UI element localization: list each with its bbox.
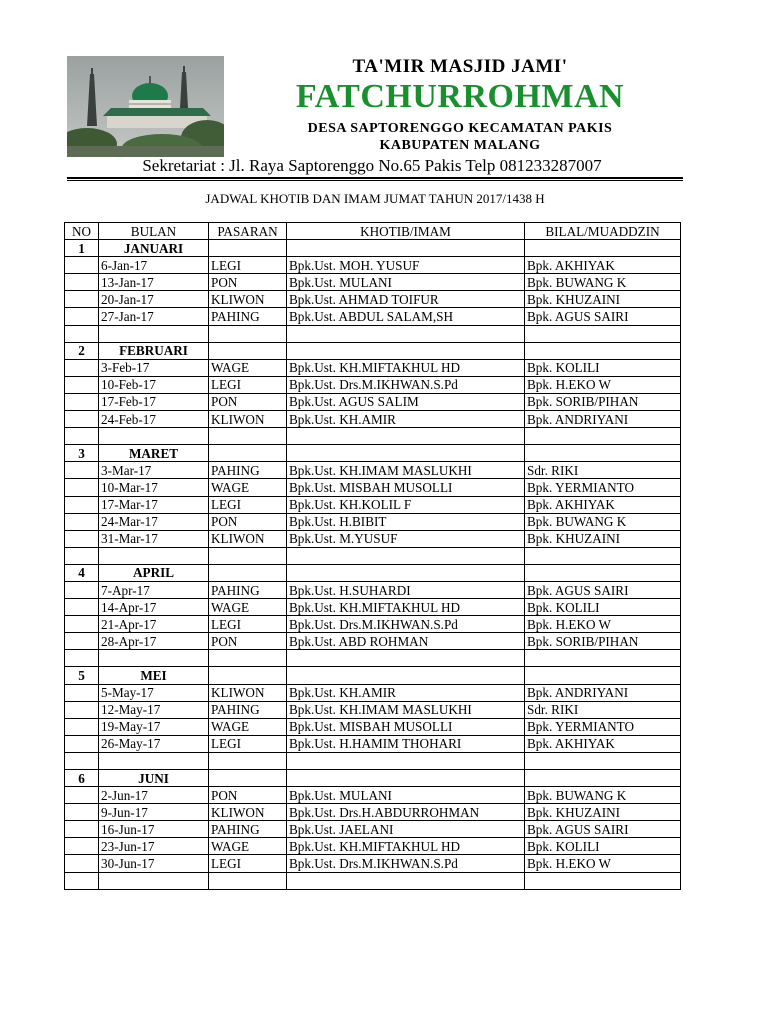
date-cell: 12-May-17 (99, 701, 209, 718)
spacer-row (65, 547, 681, 564)
bilal-cell: Sdr. RIKI (525, 701, 681, 718)
empty-cell (209, 667, 287, 684)
col-header-khotib: KHOTIB/IMAM (287, 223, 525, 240)
empty-cell (65, 718, 99, 735)
khotib-cell: Bpk.Ust. KH.MIFTAKHUL HD (287, 838, 525, 855)
date-cell: 23-Jun-17 (99, 838, 209, 855)
empty-cell (209, 428, 287, 445)
table-row (65, 513, 681, 530)
date-cell: 27-Jan-17 (99, 308, 209, 325)
bilal-cell: Bpk. KHUZAINI (525, 530, 681, 547)
date-cell: 6-Jan-17 (99, 257, 209, 274)
bilal-cell: Bpk. H.EKO W (525, 376, 681, 393)
header-rule (67, 177, 683, 179)
empty-cell (65, 393, 99, 410)
col-header-pasaran: PASARAN (209, 223, 287, 240)
khotib-cell: Bpk.Ust. H.SUHARDI (287, 581, 525, 598)
month-row (65, 770, 681, 787)
empty-cell (65, 684, 99, 701)
pasaran-cell: KLIWON (209, 291, 287, 308)
table-row (65, 308, 681, 325)
date-cell: 3-Feb-17 (99, 359, 209, 376)
empty-cell (65, 855, 99, 872)
table-row (65, 599, 681, 616)
khotib-cell: Bpk.Ust. M.YUSUF (287, 530, 525, 547)
pasaran-cell: KLIWON (209, 684, 287, 701)
pasaran-cell: LEGI (209, 257, 287, 274)
empty-cell (209, 445, 287, 462)
spacer-row (65, 428, 681, 445)
pasaran-cell: LEGI (209, 735, 287, 752)
empty-cell (99, 428, 209, 445)
pasaran-cell: PON (209, 274, 287, 291)
table-row (65, 821, 681, 838)
empty-cell (287, 547, 525, 564)
table-row (65, 411, 681, 428)
col-header-bulan: BULAN (99, 223, 209, 240)
month-row (65, 445, 681, 462)
date-cell: 14-Apr-17 (99, 599, 209, 616)
khotib-cell: Bpk.Ust. KH.MIFTAKHUL HD (287, 359, 525, 376)
date-cell: 21-Apr-17 (99, 616, 209, 633)
pasaran-cell: PON (209, 633, 287, 650)
empty-cell (99, 650, 209, 667)
empty-cell (65, 633, 99, 650)
table-row (65, 718, 681, 735)
table-row (65, 376, 681, 393)
pasaran-cell: PAHING (209, 462, 287, 479)
pasaran-cell: LEGI (209, 855, 287, 872)
empty-cell (65, 701, 99, 718)
empty-cell (65, 804, 99, 821)
month-number: 1 (65, 240, 99, 257)
bilal-cell: Bpk. AKHIYAK (525, 257, 681, 274)
pasaran-cell: PAHING (209, 581, 287, 598)
empty-cell (525, 752, 681, 769)
date-cell: 9-Jun-17 (99, 804, 209, 821)
empty-cell (525, 428, 681, 445)
empty-cell (525, 872, 681, 889)
empty-cell (99, 752, 209, 769)
pasaran-cell: WAGE (209, 359, 287, 376)
empty-cell (65, 462, 99, 479)
empty-cell (287, 872, 525, 889)
bilal-cell: Bpk. KOLILI (525, 359, 681, 376)
empty-cell (209, 872, 287, 889)
table-row (65, 274, 681, 291)
month-name: MARET (99, 445, 209, 462)
pasaran-cell: LEGI (209, 616, 287, 633)
khotib-cell: Bpk.Ust. MULANI (287, 787, 525, 804)
empty-cell (65, 581, 99, 598)
bilal-cell: Bpk. BUWANG K (525, 787, 681, 804)
date-cell: 19-May-17 (99, 718, 209, 735)
table-row (65, 462, 681, 479)
table-row (65, 855, 681, 872)
empty-cell (65, 599, 99, 616)
empty-cell (209, 564, 287, 581)
pasaran-cell: KLIWON (209, 804, 287, 821)
khotib-cell: Bpk.Ust. KH.AMIR (287, 684, 525, 701)
address-line-2: KABUPATEN MALANG (379, 138, 541, 153)
empty-cell (65, 359, 99, 376)
header-rule-thin (67, 180, 683, 181)
bilal-cell: Bpk. ANDRIYANI (525, 684, 681, 701)
date-cell: 17-Mar-17 (99, 496, 209, 513)
month-number: 4 (65, 564, 99, 581)
empty-cell (525, 445, 681, 462)
bilal-cell: Sdr. RIKI (525, 462, 681, 479)
khotib-cell: Bpk.Ust. MULANI (287, 274, 525, 291)
empty-cell (209, 770, 287, 787)
spacer-row (65, 872, 681, 889)
secretariat-line: Sekretariat : Jl. Raya Saptorenggo No.65 Pakis Telp 081233287007 (142, 156, 602, 175)
empty-cell (287, 770, 525, 787)
month-name: APRIL (99, 564, 209, 581)
bilal-cell: Bpk. H.EKO W (525, 855, 681, 872)
empty-cell (287, 752, 525, 769)
bilal-cell: Bpk. AGUS SAIRI (525, 821, 681, 838)
pasaran-cell: WAGE (209, 838, 287, 855)
table-row (65, 291, 681, 308)
empty-cell (99, 872, 209, 889)
month-number: 6 (65, 770, 99, 787)
empty-cell (525, 547, 681, 564)
pasaran-cell: WAGE (209, 718, 287, 735)
empty-cell (65, 291, 99, 308)
pasaran-cell: LEGI (209, 496, 287, 513)
date-cell: 24-Mar-17 (99, 513, 209, 530)
date-cell: 2-Jun-17 (99, 787, 209, 804)
table-row (65, 804, 681, 821)
date-cell: 17-Feb-17 (99, 393, 209, 410)
khotib-cell: Bpk.Ust. Drs.M.IKHWAN.S.Pd (287, 616, 525, 633)
empty-cell (209, 342, 287, 359)
pasaran-cell: PAHING (209, 308, 287, 325)
empty-cell (65, 308, 99, 325)
bilal-cell: Bpk. BUWANG K (525, 274, 681, 291)
bilal-cell: Bpk. AGUS SAIRI (525, 308, 681, 325)
khotib-cell: Bpk.Ust. MISBAH MUSOLLI (287, 479, 525, 496)
pasaran-cell: KLIWON (209, 411, 287, 428)
date-cell: 26-May-17 (99, 735, 209, 752)
table-row (65, 359, 681, 376)
empty-cell (287, 650, 525, 667)
khotib-cell: Bpk.Ust. KH.AMIR (287, 411, 525, 428)
khotib-cell: Bpk.Ust. Drs.M.IKHWAN.S.Pd (287, 376, 525, 393)
empty-cell (65, 752, 99, 769)
empty-cell (287, 667, 525, 684)
empty-cell (525, 564, 681, 581)
month-name: MEI (99, 667, 209, 684)
empty-cell (65, 428, 99, 445)
khotib-cell: Bpk.Ust. MISBAH MUSOLLI (287, 718, 525, 735)
month-row (65, 342, 681, 359)
empty-cell (287, 325, 525, 342)
table-row (65, 684, 681, 701)
date-cell: 10-Feb-17 (99, 376, 209, 393)
table-row (65, 735, 681, 752)
date-cell: 7-Apr-17 (99, 581, 209, 598)
bilal-cell: Bpk. SORIB/PIHAN (525, 633, 681, 650)
empty-cell (65, 616, 99, 633)
empty-cell (287, 342, 525, 359)
empty-cell (209, 547, 287, 564)
empty-cell (209, 752, 287, 769)
pasaran-cell: PAHING (209, 701, 287, 718)
pasaran-cell: PON (209, 513, 287, 530)
table-row (65, 530, 681, 547)
bilal-cell: Bpk. SORIB/PIHAN (525, 393, 681, 410)
pasaran-cell: LEGI (209, 376, 287, 393)
mosque-name: FATCHURROHMAN (295, 78, 625, 115)
khotib-cell: Bpk.Ust. H.BIBIT (287, 513, 525, 530)
pasaran-cell: PON (209, 393, 287, 410)
empty-cell (65, 496, 99, 513)
bilal-cell: Bpk. AGUS SAIRI (525, 581, 681, 598)
table-row (65, 787, 681, 804)
pasaran-cell: WAGE (209, 479, 287, 496)
khotib-cell: Bpk.Ust. Drs.M.IKHWAN.S.Pd (287, 855, 525, 872)
pasaran-cell: WAGE (209, 599, 287, 616)
empty-cell (209, 650, 287, 667)
month-row (65, 564, 681, 581)
empty-cell (65, 513, 99, 530)
month-name: FEBRUARI (99, 342, 209, 359)
address-line-1: DESA SAPTORENGGO KECAMATAN PAKIS (307, 121, 613, 136)
khotib-cell: Bpk.Ust. ABDUL SALAM,SH (287, 308, 525, 325)
month-number: 2 (65, 342, 99, 359)
date-cell: 31-Mar-17 (99, 530, 209, 547)
khotib-cell: Bpk.Ust. H.HAMIM THOHARI (287, 735, 525, 752)
empty-cell (287, 428, 525, 445)
col-header-no: NO (65, 223, 99, 240)
pasaran-cell: PAHING (209, 821, 287, 838)
bilal-cell: Bpk. YERMIANTO (525, 479, 681, 496)
khotib-cell: Bpk.Ust. ABD ROHMAN (287, 633, 525, 650)
empty-cell (65, 325, 99, 342)
bilal-cell: Bpk. KHUZAINI (525, 804, 681, 821)
empty-cell (99, 325, 209, 342)
month-number: 5 (65, 667, 99, 684)
empty-cell (525, 240, 681, 257)
month-row (65, 240, 681, 257)
empty-cell (65, 274, 99, 291)
khotib-cell: Bpk.Ust. KH.IMAM MASLUKHI (287, 462, 525, 479)
empty-cell (525, 650, 681, 667)
table-header-row (65, 223, 681, 240)
empty-cell (209, 325, 287, 342)
table-row (65, 496, 681, 513)
empty-cell (525, 770, 681, 787)
bilal-cell: Bpk. H.EKO W (525, 616, 681, 633)
khotib-cell: Bpk.Ust. AGUS SALIM (287, 393, 525, 410)
bilal-cell: Bpk. BUWANG K (525, 513, 681, 530)
table-row (65, 838, 681, 855)
mosque-photo (67, 56, 224, 157)
table-row (65, 633, 681, 650)
table-row (65, 701, 681, 718)
date-cell: 24-Feb-17 (99, 411, 209, 428)
empty-cell (65, 530, 99, 547)
empty-cell (209, 240, 287, 257)
month-row (65, 667, 681, 684)
date-cell: 3-Mar-17 (99, 462, 209, 479)
col-header-bilal: BILAL/MUADDZIN (525, 223, 681, 240)
date-cell: 5-May-17 (99, 684, 209, 701)
khotib-cell: Bpk.Ust. MOH. YUSUF (287, 257, 525, 274)
khotib-cell: Bpk.Ust. KH.IMAM MASLUKHI (287, 701, 525, 718)
empty-cell (525, 667, 681, 684)
bilal-cell: Bpk. KOLILI (525, 838, 681, 855)
empty-cell (65, 547, 99, 564)
date-cell: 13-Jan-17 (99, 274, 209, 291)
bilal-cell: Bpk. KHUZAINI (525, 291, 681, 308)
date-cell: 30-Jun-17 (99, 855, 209, 872)
empty-cell (65, 479, 99, 496)
empty-cell (65, 650, 99, 667)
bilal-cell: Bpk. YERMIANTO (525, 718, 681, 735)
table-row (65, 479, 681, 496)
org-title: TA'MIR MASJID JAMI' (352, 56, 568, 77)
empty-cell (65, 787, 99, 804)
date-cell: 16-Jun-17 (99, 821, 209, 838)
bilal-cell: Bpk. ANDRIYANI (525, 411, 681, 428)
bilal-cell: Bpk. KOLILI (525, 599, 681, 616)
khotib-cell: Bpk.Ust. JAELANI (287, 821, 525, 838)
khotib-cell: Bpk.Ust. Drs.H.ABDURROHMAN (287, 804, 525, 821)
table-body (65, 240, 681, 890)
empty-cell (287, 240, 525, 257)
empty-cell (287, 564, 525, 581)
table-row (65, 616, 681, 633)
month-name: JANUARI (99, 240, 209, 257)
empty-cell (525, 342, 681, 359)
table-row (65, 581, 681, 598)
table-row (65, 393, 681, 410)
schedule-title: JADWAL KHOTIB DAN IMAM JUMAT TAHUN 2017/1438 H (205, 191, 545, 206)
empty-cell (525, 325, 681, 342)
empty-cell (65, 411, 99, 428)
khotib-cell: Bpk.Ust. KH.KOLIL F (287, 496, 525, 513)
empty-cell (65, 376, 99, 393)
date-cell: 20-Jan-17 (99, 291, 209, 308)
spacer-row (65, 325, 681, 342)
spacer-row (65, 752, 681, 769)
date-cell: 28-Apr-17 (99, 633, 209, 650)
month-number: 3 (65, 445, 99, 462)
pasaran-cell: KLIWON (209, 530, 287, 547)
empty-cell (99, 547, 209, 564)
empty-cell (65, 735, 99, 752)
empty-cell (65, 821, 99, 838)
empty-cell (65, 257, 99, 274)
empty-cell (287, 445, 525, 462)
date-cell: 10-Mar-17 (99, 479, 209, 496)
table-row (65, 257, 681, 274)
pasaran-cell: PON (209, 787, 287, 804)
empty-cell (65, 872, 99, 889)
month-name: JUNI (99, 770, 209, 787)
empty-cell (65, 838, 99, 855)
schedule-table (64, 222, 681, 890)
bilal-cell: Bpk. AKHIYAK (525, 496, 681, 513)
bilal-cell: Bpk. AKHIYAK (525, 735, 681, 752)
khotib-cell: Bpk.Ust. KH.MIFTAKHUL HD (287, 599, 525, 616)
khotib-cell: Bpk.Ust. AHMAD TOIFUR (287, 291, 525, 308)
spacer-row (65, 650, 681, 667)
